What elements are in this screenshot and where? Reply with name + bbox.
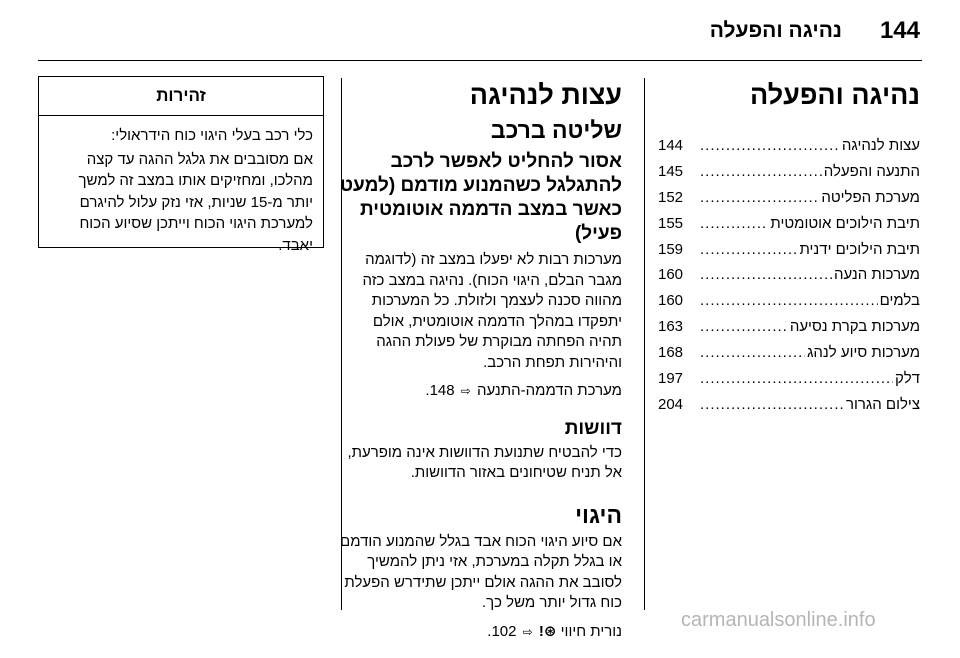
caution-body xyxy=(39,116,323,256)
chapter-title: נהיגה והפעלה xyxy=(709,19,842,42)
toc-item[interactable]: מערכת הפליטה ..... 152 xyxy=(658,185,920,211)
arrow-icon: ⇨ xyxy=(522,624,533,639)
cross-reference[interactable]: מערכת הדממה-התנעה ⇨ 148. xyxy=(336,381,622,402)
paragraph: אם סיוע היגוי הכוח אבד בגלל שהמנוע הודמם או בגלל תקלה במערכת, אזי ניתן להמשיך לסובב את ההגה אולם ייתכן שתידרש הפעלת כוח גדול יותר משל כך. xyxy=(340,532,622,611)
toc-item[interactable]: מערכות סיוע לנהג ..... 168 xyxy=(658,340,920,366)
section-heading: עצות לנהיגה xyxy=(469,80,622,110)
column-divider-right xyxy=(644,78,645,610)
toc-item[interactable]: תיבת הילוכים ידנית ..... 159 xyxy=(658,237,920,263)
caution-title: זהירות xyxy=(39,77,323,116)
toc-item[interactable]: מערכות בקרת נסיעה ..... 163 xyxy=(658,314,920,340)
header-rule xyxy=(38,60,922,61)
pedals-heading: דוושות xyxy=(564,417,622,439)
paragraph: מערכות רבות לא יפעלו במצב זה (לדוגמה מגבר הבלם, היגוי הכוח). נהיגה במצב כזה מהווה סכנה לעצמך ולזולת. כל המערכות יתפקדו במהלך הדממה אוטומטית, אולם תהיה הפחתה מבוקרת של פעולת ההגה והיהירות תפחת הרכב. xyxy=(362,251,622,371)
toc-item[interactable]: התנעה והפעלה ..... 145 xyxy=(658,159,920,185)
watermark: carmanualsonline.info xyxy=(681,609,876,631)
toc-column xyxy=(658,80,920,418)
paragraph: כדי להבטיח שתנועת הדוושות אינה מופרעת, אל תניח שטיחונים באזור הדוושות. xyxy=(347,443,622,481)
toc-item[interactable]: צילום הגרור ..... 204 xyxy=(658,392,920,418)
toc-list xyxy=(658,133,920,418)
caution-box xyxy=(38,76,324,254)
page-number: 144 xyxy=(879,17,920,44)
toc-item[interactable]: דלק ..... 197 xyxy=(658,366,920,392)
toc-item[interactable]: עצות לנהיגה ..... 144 xyxy=(658,133,920,159)
warning-statement: אסור להחליט לאפשר לרכב להתגלגל כשהמנוע מודמם (למעט כאשר במצב הדממה אוטומטית פעיל) xyxy=(339,151,622,244)
steering-heading: היגוי xyxy=(575,501,622,528)
arrow-icon: ⇨ xyxy=(460,384,471,398)
steering-warning-icon: ⊛! xyxy=(538,622,557,640)
toc-item[interactable]: תיבת הילוכים אוטומטית ..... 155 xyxy=(658,211,920,237)
page-header xyxy=(40,14,920,48)
cross-reference[interactable]: נורית חיווי ⊛! ⇨ 102. xyxy=(336,622,622,643)
toc-item[interactable]: מערכות הנעה ..... 160 xyxy=(658,262,920,288)
toc-heading: נהיגה והפעלה xyxy=(749,80,920,110)
driving-tips-column xyxy=(336,80,622,658)
toc-item[interactable]: בלמים ..... 160 xyxy=(658,288,920,314)
paragraph: אם מסובבים את גלגל ההגה עד קצה מהלכו, ומחזיקים אותו במצב זה למשך יותר מ-15 שניות, אזי נזק עלול להיגרם למערכת היגוי הכוח וייתכן שסיוע הכוח יאבד. xyxy=(78,150,313,254)
subsection-heading: שליטה ברכב xyxy=(490,117,622,143)
paragraph: כלי רכב בעלי היגוי כוח הידראולי: xyxy=(111,127,313,144)
